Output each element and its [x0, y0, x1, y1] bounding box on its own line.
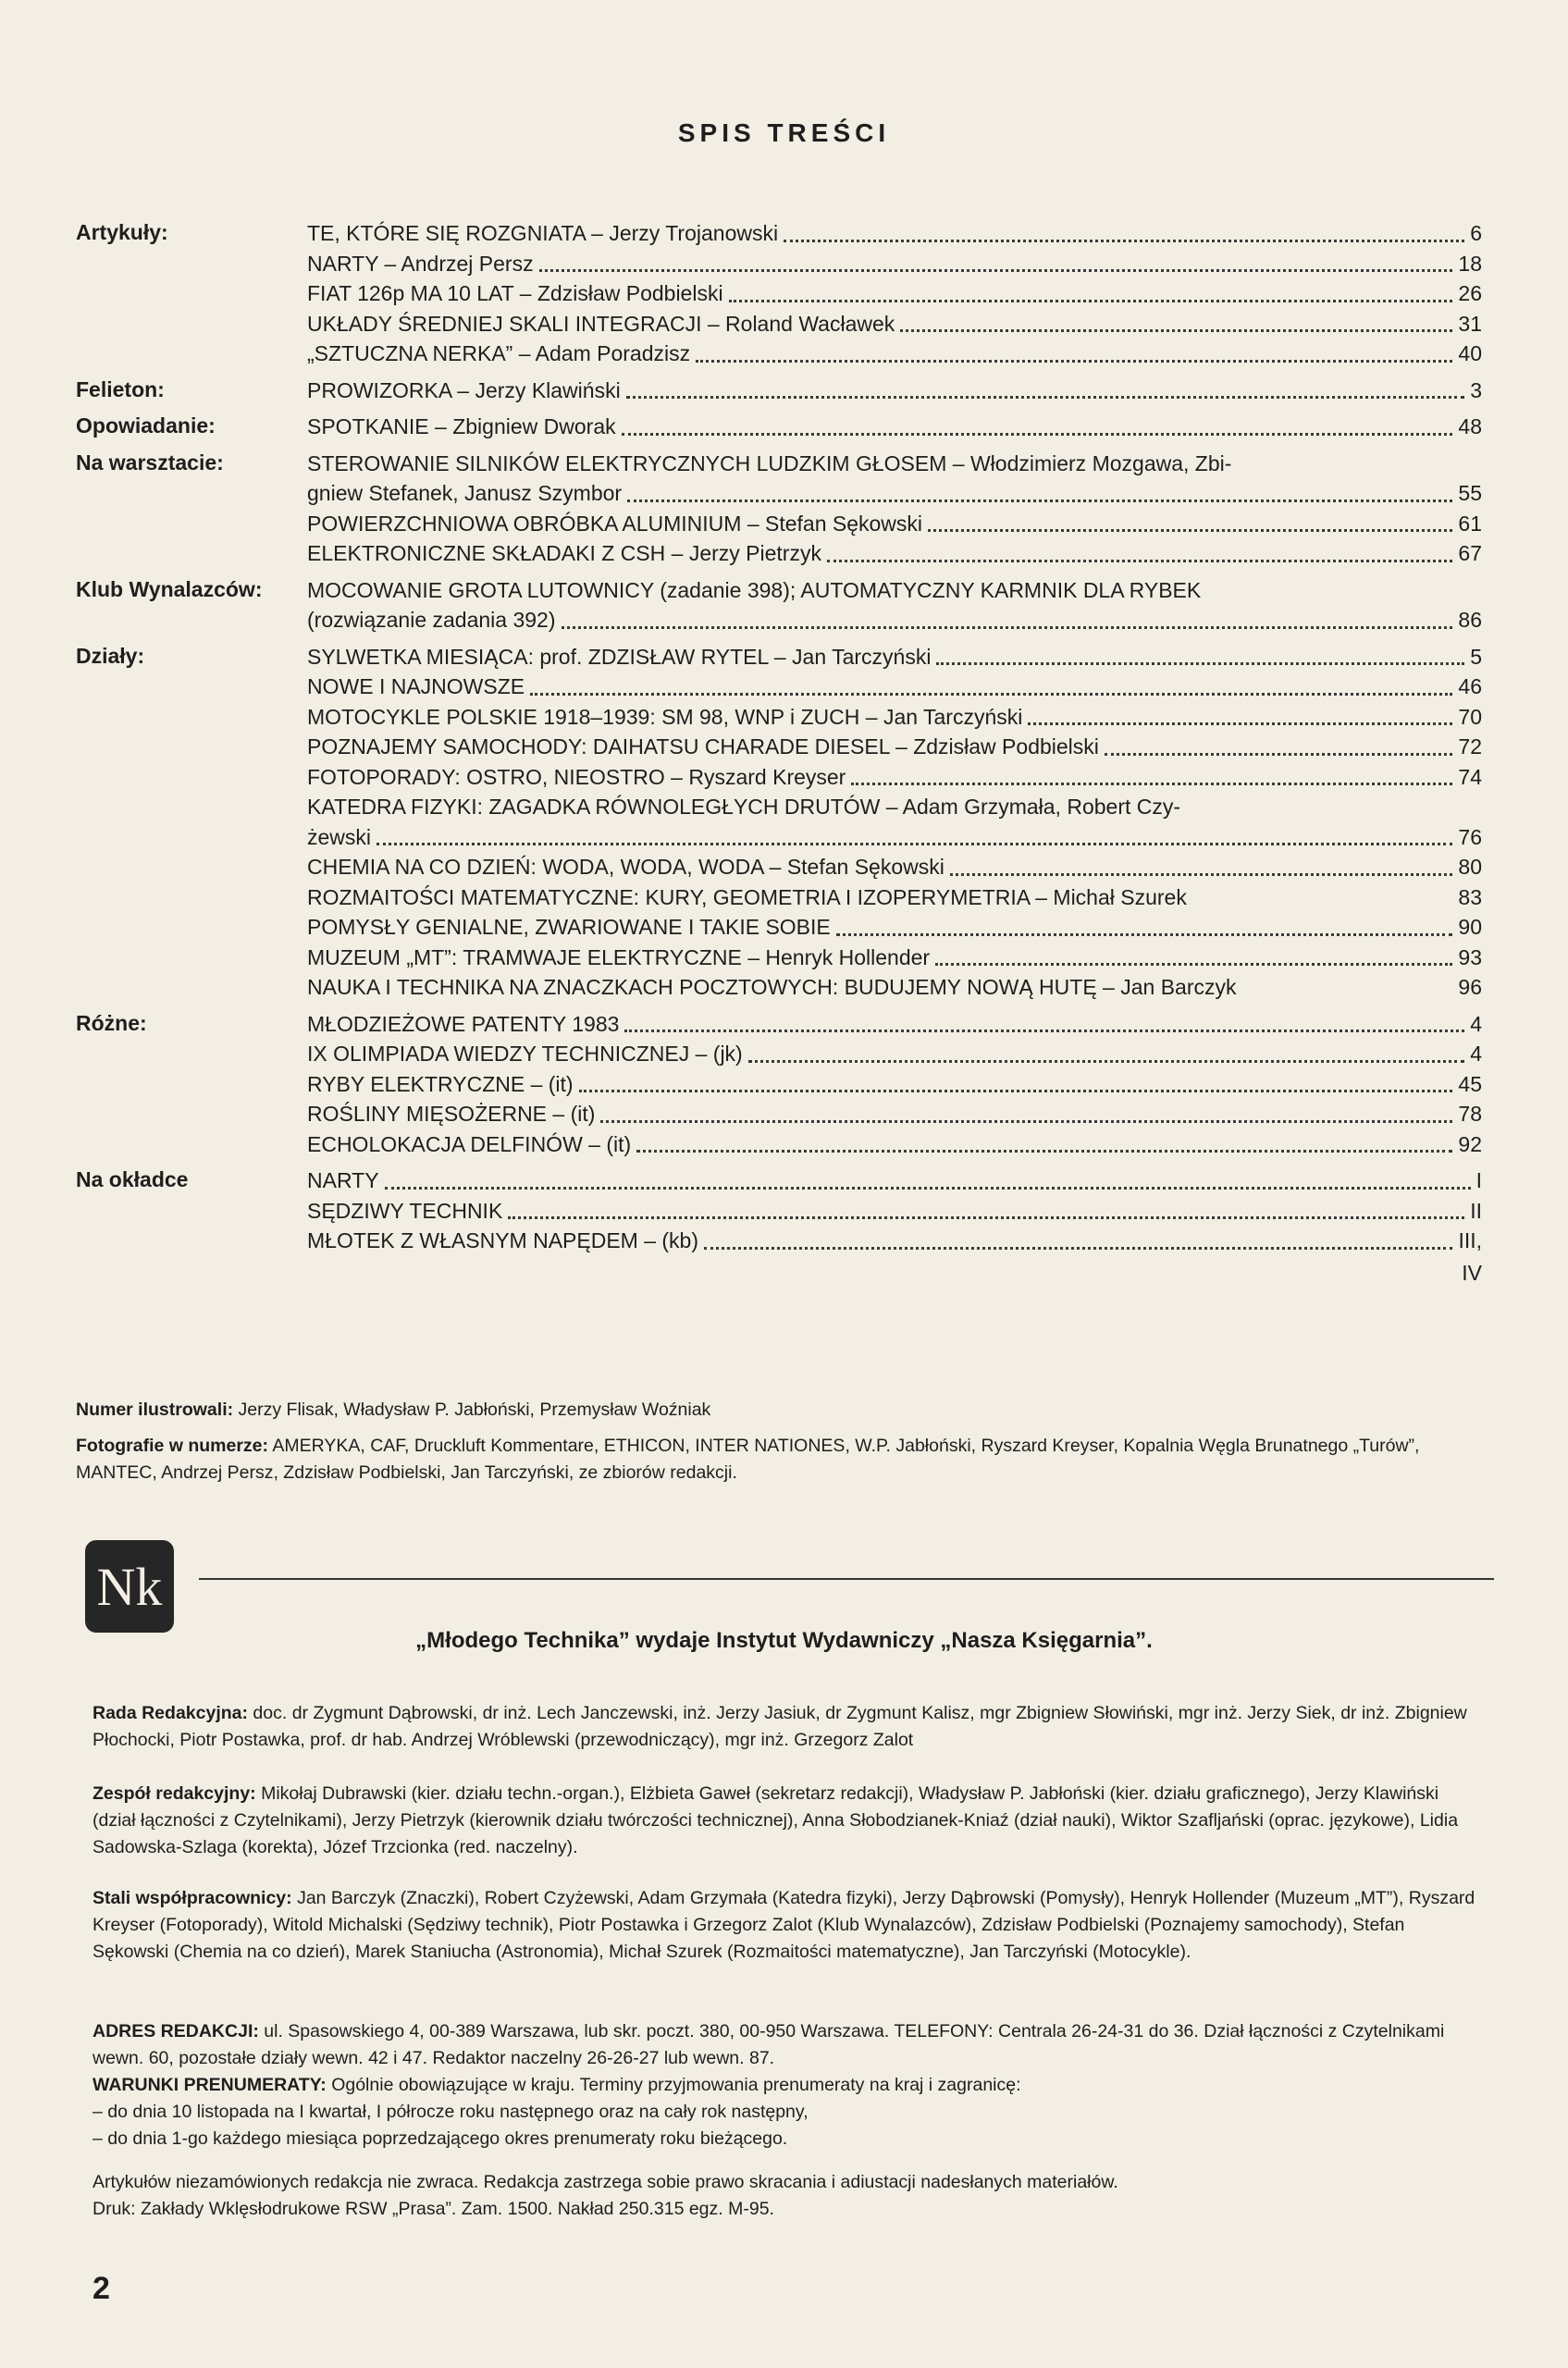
toc-section: [76, 642, 1482, 1003]
toc-entry: [307, 1039, 1482, 1069]
dot-leader: [936, 649, 1464, 665]
dot-leader: [530, 680, 1452, 696]
illustrators-names: Jerzy Flisak, Władysław P. Jabłoński, Przemysław Woźniak: [238, 1400, 711, 1420]
toc-entry: [307, 376, 1482, 406]
toc-entry: [307, 852, 1482, 882]
section-label: Opowiadanie:: [76, 413, 216, 438]
toc-entry: [307, 509, 1482, 539]
dot-leader: [950, 860, 1453, 876]
entry-page: 86: [1458, 608, 1482, 632]
entry-title: POWIERZCHNIOWA OBRÓBKA ALUMINIUM – Stefan Sękowski: [307, 511, 923, 536]
entry-page: 76: [1458, 824, 1482, 849]
entry-page: 92: [1458, 1131, 1482, 1156]
dot-leader: [784, 227, 1464, 242]
entry-title: SĘDZIWY TECHNIK: [307, 1198, 503, 1223]
entry-title: ROZMAITOŚCI MATEMATYCZNE: KURY, GEOMETRIA I IZOPERYMETRIA – Michał Szurek: [307, 884, 1187, 909]
entry-title: „SZTUCZNA NERKA” – Adam Poradzisz: [307, 341, 691, 365]
table-of-contents: [76, 218, 1482, 1287]
page-number: 2: [93, 2271, 110, 2306]
section-label: Felieton:: [76, 376, 165, 401]
entry-title: (rozwiązanie zadania 392): [307, 608, 556, 632]
toc-section: [76, 1009, 1482, 1160]
toc-entry: [307, 339, 1482, 369]
dot-leader: [928, 516, 1452, 532]
entry-page: 80: [1458, 855, 1482, 879]
entry-page: 46: [1458, 674, 1482, 698]
toc-entry: [307, 1129, 1482, 1160]
entry-page: 74: [1458, 764, 1482, 789]
entry-page: 18: [1458, 251, 1482, 276]
toc-entry: [307, 672, 1482, 702]
dot-leader: [626, 383, 1465, 399]
collaborators: [93, 1885, 1485, 1966]
photos-line: [76, 1433, 1482, 1486]
entry-title: UKŁADY ŚREDNIEJ SKALI INTEGRACJI – Roland Wacławek: [307, 311, 895, 336]
toc-entry-first-line: KATEDRA FIZYKI: ZAGADKA RÓWNOLEGŁYCH DRUTÓW – Adam Grzymała, Robert Czy-: [307, 795, 1181, 819]
toc-entry: [307, 912, 1482, 943]
toc-section: [76, 376, 1482, 406]
entry-page: 72: [1458, 734, 1482, 758]
dot-leader: [1192, 893, 1453, 906]
dot-leader: [935, 950, 1452, 966]
entry-page: 40: [1458, 341, 1482, 365]
entry-title: MOTOCYKLE POLSKIE 1918–1939: SM 98, WNP i ZUCH – Jan Tarczyński: [307, 704, 1023, 729]
entry-page: 78: [1458, 1102, 1482, 1126]
entry-title: RYBY ELEKTRYCZNE – (it): [307, 1071, 574, 1096]
entry-page: II: [1470, 1198, 1482, 1223]
section-label: Na okładce: [76, 1167, 189, 1191]
dot-leader: [900, 316, 1452, 332]
dot-leader: [748, 1047, 1464, 1063]
team-label: Zespół redakcyjny:: [93, 1783, 256, 1804]
dot-leader: [624, 1017, 1464, 1032]
toc-entry-first-line: STEROWANIE SILNIKÓW ELEKTRYCZNYCH LUDZKIM GŁOSEM – Włodzimierz Mozgawa, Zbi-: [307, 450, 1232, 475]
subscription-terms: [93, 2072, 1485, 2099]
editorial-team: [93, 1781, 1485, 1861]
entry-title: TE, KTÓRE SIĘ ROZGNIATA – Jerzy Trojanowski: [307, 221, 779, 245]
entry-title: MŁODZIEŻOWE PATENTY 1983: [307, 1011, 620, 1036]
entry-title: CHEMIA NA CO DZIEŃ: WODA, WODA, WODA – Stefan Sękowski: [307, 855, 945, 879]
section-label: Różne:: [76, 1010, 147, 1035]
toc-entry: [307, 605, 1482, 635]
dot-leader: [704, 1234, 1452, 1250]
section-label: Klub Wynalazców:: [76, 576, 263, 601]
dot-leader: [508, 1203, 1464, 1219]
footer-notes: [93, 2169, 1485, 2223]
entry-title: ECHOLOKACJA DELFINÓW – (it): [307, 1131, 632, 1156]
unsolicited-note: Artykułów niezamówionych redakcja nie zwraca. Redakcja zastrzega sobie prawo skracania i adiustacji nadesłanych materiałów.: [93, 2172, 1118, 2192]
entry-title: NARTY: [307, 1168, 379, 1192]
entry-title: ELEKTRONICZNE SKŁADAKI Z CSH – Jerzy Pietrzyk: [307, 541, 821, 565]
extra-page-marker: IV: [1462, 1260, 1482, 1285]
entry-page: 26: [1458, 281, 1482, 305]
dot-leader: [562, 613, 1453, 629]
page-title: SPIS TREŚCI: [677, 118, 891, 147]
entry-title: NARTY – Andrzej Persz: [307, 251, 534, 276]
dot-leader: [1105, 740, 1453, 756]
dot-leader: [377, 830, 1452, 845]
entry-page: 96: [1458, 975, 1482, 999]
toc-section: [76, 575, 1482, 635]
entry-title: PROWIZORKA – Jerzy Klawiński: [307, 377, 621, 402]
entry-page: 70: [1458, 704, 1482, 729]
dot-leader: [636, 1137, 1452, 1153]
section-label: Na warsztacie:: [76, 450, 224, 475]
dot-leader: [539, 256, 1453, 272]
toc-entry: [307, 882, 1482, 913]
entry-title: żewski: [307, 824, 372, 849]
subscription-item: – do dnia 1-go każdego miesiąca poprzedzającego okres prenumeraty roku bieżącego.: [93, 2128, 788, 2149]
toc-section: [76, 218, 1482, 369]
collaborators-list: Jan Barczyk (Znaczki), Robert Czyżewski, Adam Grzymała (Katedra fizyki), Jerzy Dąbrowski (Pomysły), Henryk Hollender (Muzeum „MT”), Ryszard Kreyser (Fotoporady), Witold Michalski (Sędziwy technik), Piotr Postawka i Grzegorz Zalot (Klub Wynalazców), Zdzisław Podbielski (Poznajemy samochody), Stefan Sękowski (Chemia na co dzień), Marek Staniucha (Astronomia), Michał Szurek (Rozmaitości matematyczne), Jan Tarczyński (Motocykle).: [93, 1888, 1475, 1962]
dot-leader: [627, 487, 1452, 502]
illustrators-label: Numer ilustrowali:: [76, 1400, 234, 1420]
toc-section: [76, 1166, 1482, 1256]
entry-page: 93: [1458, 944, 1482, 969]
toc-entry: [307, 412, 1482, 442]
subscription-item: – do dnia 10 listopada na I kwartał, I półrocze roku następnego oraz na cały rok następny,: [93, 2102, 809, 2122]
entry-page: 4: [1470, 1042, 1482, 1066]
entry-title: SPOTKANIE – Zbigniew Dworak: [307, 414, 616, 438]
publisher-line: „Młodego Technika” wydaje Instytut Wydawniczy „Nasza Księgarnia”.: [415, 1628, 1153, 1653]
toc-entry: [307, 1099, 1482, 1129]
toc-entry: [307, 943, 1482, 973]
toc-entry: [307, 642, 1482, 672]
toc-entry: [307, 732, 1482, 762]
address-label: ADRES REDAKCJI:: [93, 2021, 259, 2041]
address-text: ul. Spasowskiego 4, 00-389 Warszawa, lub skr. poczt. 380, 00-950 Warszawa. TELEFONY: Centrala 26-24-31 do 36. Dział łączności z Czytelnikami wewn. 60, pozostałe działy wewn. 42 i 47. Redaktor naczelny 26-26-27 lub wewn. 87.: [93, 2021, 1445, 2068]
entry-title: gniew Stefanek, Janusz Szymbor: [307, 481, 623, 505]
publisher-logo: Nk: [85, 1540, 174, 1633]
entry-title: NOWE I NAJNOWSZE: [307, 674, 525, 698]
collaborators-label: Stali współpracownicy:: [93, 1888, 292, 1908]
print-info: Druk: Zakłady Wklęsłodrukowe RSW „Prasa”. Zam. 1500. Nakład 250.315 egz. M-95.: [93, 2199, 774, 2219]
toc-entry: [307, 309, 1482, 339]
dot-leader: [579, 1077, 1453, 1092]
toc-entry: [307, 702, 1482, 733]
entry-title: FOTOPORADY: OSTRO, NIEOSTRO – Ryszard Kreyser: [307, 764, 846, 789]
entry-title: MUZEUM „MT”: TRAMWAJE ELEKTRYCZNE – Henryk Hollender: [307, 944, 931, 969]
entry-page: 48: [1458, 414, 1482, 438]
entry-page: 61: [1458, 511, 1482, 536]
entry-page: 31: [1458, 311, 1482, 336]
dot-leader: [385, 1174, 1471, 1190]
entry-title: SYLWETKA MIESIĄCA: prof. ZDZISŁAW RYTEL – Jan Tarczyński: [307, 644, 932, 669]
dot-leader: [1242, 983, 1453, 996]
entry-page: 45: [1458, 1071, 1482, 1096]
toc-entry: [307, 822, 1482, 853]
entry-page: 5: [1470, 644, 1482, 669]
dot-leader: [622, 420, 1453, 436]
entry-page: 90: [1458, 915, 1482, 939]
team-members: Mikołaj Dubrawski (kier. działu techn.-organ.), Elżbieta Gaweł (sekretarz redakcji), Władysław P. Jabłoński (kier. działu graficznego), Jerzy Klawiński (dział łączności z Czytelnikami), Jerzy Pietrzyk (kierownik działu twórczości technicznej), Anna Słobodzianek-Kniaź (dział nauki), Wiktor Szafljański (oprac. językowe), Lidia Sadowska-Szlaga (korekta), Józef Trzcionka (red. naczelny).: [93, 1783, 1459, 1857]
dot-leader: [1028, 709, 1452, 725]
board-label: Rada Redakcyjna:: [93, 1703, 248, 1723]
entry-title: FIAT 126p MA 10 LAT – Zdzisław Podbielski: [307, 281, 723, 305]
entry-title: ROŚLINY MIĘSOŻERNE – (it): [307, 1102, 596, 1126]
dot-leader: [851, 770, 1452, 785]
toc-entry-first-line: MOCOWANIE GROTA LUTOWNICY (zadanie 398); AUTOMATYCZNY KARMNIK DLA RYBEK: [307, 577, 1202, 602]
subscription-text: Ogólnie obowiązujące w kraju. Terminy przyjmowania prenumeraty na kraj i zagranicę:: [331, 2075, 1021, 2095]
toc-entry: [307, 218, 1482, 249]
entry-title: IX OLIMPIADA WIEDZY TECHNICZNEJ – (jk): [307, 1042, 743, 1066]
entry-page: 67: [1458, 541, 1482, 565]
entry-title: NAUKA I TECHNIKA NA ZNACZKACH POCZTOWYCH: BUDUJEMY NOWĄ HUTĘ – Jan Barczyk: [307, 975, 1237, 999]
entry-title: MŁOTEK Z WŁASNYM NAPĘDEM – (kb): [307, 1228, 699, 1252]
entry-page: 6: [1470, 221, 1482, 245]
editorial-address: [93, 2018, 1485, 2152]
editorial-board: [93, 1700, 1485, 1754]
divider-line: [199, 1578, 1494, 1580]
board-members: doc. dr Zygmunt Dąbrowski, dr inż. Lech Janczewski, inż. Jerzy Jasiuk, dr Zygmunt Kalisz, mgr Zbigniew Słowiński, mgr inż. Jerzy Siek, dr inż. Zbigniew Płochocki, Piotr Postawka, prof. dr hab. Andrzej Wróblewski (przewodniczący), mgr inż. Grzegorz Zalot: [93, 1703, 1467, 1750]
dot-leader: [696, 347, 1452, 363]
photos-label: Fotografie w numerze:: [76, 1436, 269, 1456]
illustrators-line: [76, 1397, 1482, 1424]
toc-entry: [307, 762, 1482, 793]
toc-entry: [307, 1226, 1482, 1256]
toc-section: [76, 412, 1482, 442]
entry-title: POMYSŁY GENIALNE, ZWARIOWANE I TAKIE SOBIE: [307, 915, 831, 939]
entry-page: 3: [1470, 377, 1482, 402]
toc-entry: [307, 972, 1482, 1003]
section-label: Działy:: [76, 643, 145, 668]
dot-leader: [729, 287, 1453, 302]
entry-title: POZNAJEMY SAMOCHODY: DAIHATSU CHARADE DIESEL – Zdzisław Podbielski: [307, 734, 1099, 758]
toc-entry: [307, 478, 1482, 509]
toc-entry: [307, 278, 1482, 309]
toc-section: [76, 449, 1482, 569]
toc-entry: [307, 1166, 1482, 1196]
dot-leader: [827, 547, 1452, 562]
entry-page: 55: [1458, 481, 1482, 505]
toc-entry: [307, 1009, 1482, 1040]
toc-entry: [307, 1196, 1482, 1227]
entry-page: 4: [1470, 1011, 1482, 1036]
toc-entry: [307, 1069, 1482, 1100]
entry-page: 83: [1458, 884, 1482, 909]
toc-entry: [307, 249, 1482, 279]
photos-sources: AMERYKA, CAF, Druckluft Kommentare, ETHICON, INTER NATIONES, W.P. Jabłoński, Ryszard Kreyser, Kopalnia Węgla Brunatnego „Turów”, MANTEC, Andrzej Persz, Zdzisław Podbielski, Jan Tarczyński, ze zbiorów redakcji.: [76, 1436, 1420, 1483]
entry-page: III,: [1458, 1228, 1482, 1252]
section-label: Artykuły:: [76, 220, 168, 244]
dot-leader: [836, 920, 1453, 936]
entry-page: I: [1475, 1168, 1482, 1192]
toc-entry: [307, 538, 1482, 569]
dot-leader: [600, 1107, 1452, 1123]
credits: [76, 1397, 1482, 1486]
subscription-label: WARUNKI PRENUMERATY:: [93, 2075, 327, 2095]
